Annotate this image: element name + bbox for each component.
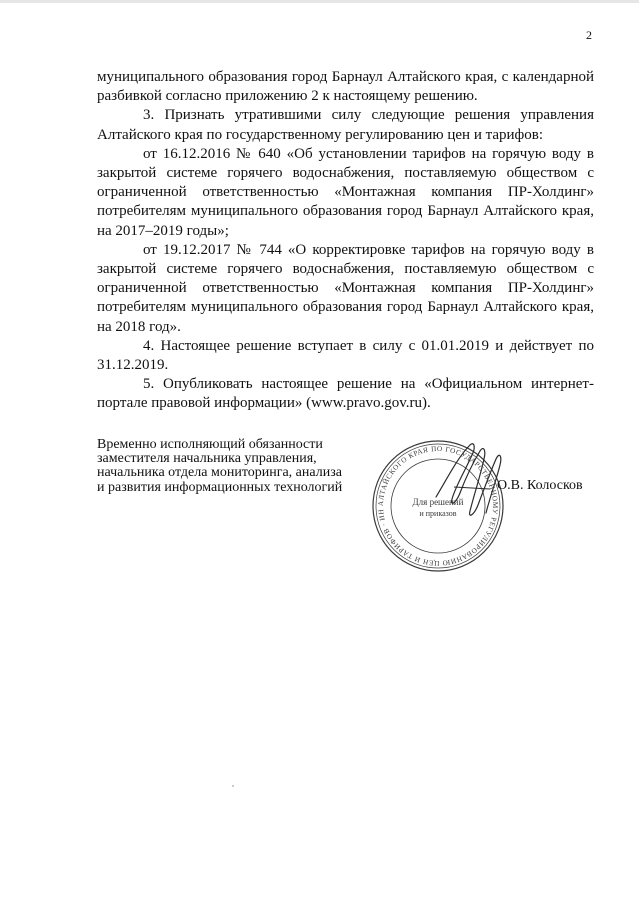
page-top-edge xyxy=(0,0,639,3)
paragraph-continuation: муниципального образования город Барнаул Алтайского края, с календарной разбивкой согласно приложению 2 к настоящему решению. xyxy=(97,69,594,105)
scan-speck xyxy=(232,785,234,787)
page-number: 2 xyxy=(586,28,592,42)
position-line: Временно исполняющий обязанности xyxy=(97,437,323,452)
paragraph-decision-744: от 19.12.2017 № 744 «О корректировке тарифов на горячую воду в закрытой системе горячего водоснабжения, поставляемую обществом с ограниченной ответственностью «Монтажная компания ПР-Холдинг» потребителям муниципального образования город Барнаул Алтайского края, на 2018 год». xyxy=(97,241,594,335)
position-line: заместителя начальника управления, xyxy=(97,451,317,467)
document-body xyxy=(97,68,594,414)
signatory-position xyxy=(97,438,387,495)
paragraph-item-5: 5. Опубликовать настоящее решение на «Официальном интернет-портале правовой информации» (www.pravo.gov.ru). xyxy=(97,376,594,412)
paragraph-item-3: 3. Признать утратившими силу следующие решения управления Алтайского края по государственному регулированию цен и тарифов: xyxy=(97,107,594,143)
position-line: начальника отдела мониторинга, анализа xyxy=(97,465,342,481)
stamp-center-line1: Для решений xyxy=(412,497,464,507)
stamp-center-line2: и приказов xyxy=(419,509,457,518)
stamp-ring-text: АЛТАЙСКОГО КРАЯ ПО ГОСУДАРСТВЕННОМУ РЕГУЛИРОВАНИЮ ЦЕН И ТАРИФОВ · ИН xyxy=(376,444,500,568)
position-line: и развития информационных технологий xyxy=(97,479,343,495)
paragraph-decision-640: от 16.12.2016 № 640 «Об установлении тарифов на горячую воду в закрытой системе горячего водоснабжения, поставляемую обществом с ограниченной ответственностью «Монтажная компания ПР-Холдинг» потребителям муниципального образования город Барнаул Алтайского края, на 2017–2019 годы»; xyxy=(97,145,594,239)
signer-name: О.В. Колосков xyxy=(497,478,583,493)
paragraph-item-4: 4. Настоящее решение вступает в силу с 01.01.2019 и действует по 31.12.2019. xyxy=(97,337,594,374)
